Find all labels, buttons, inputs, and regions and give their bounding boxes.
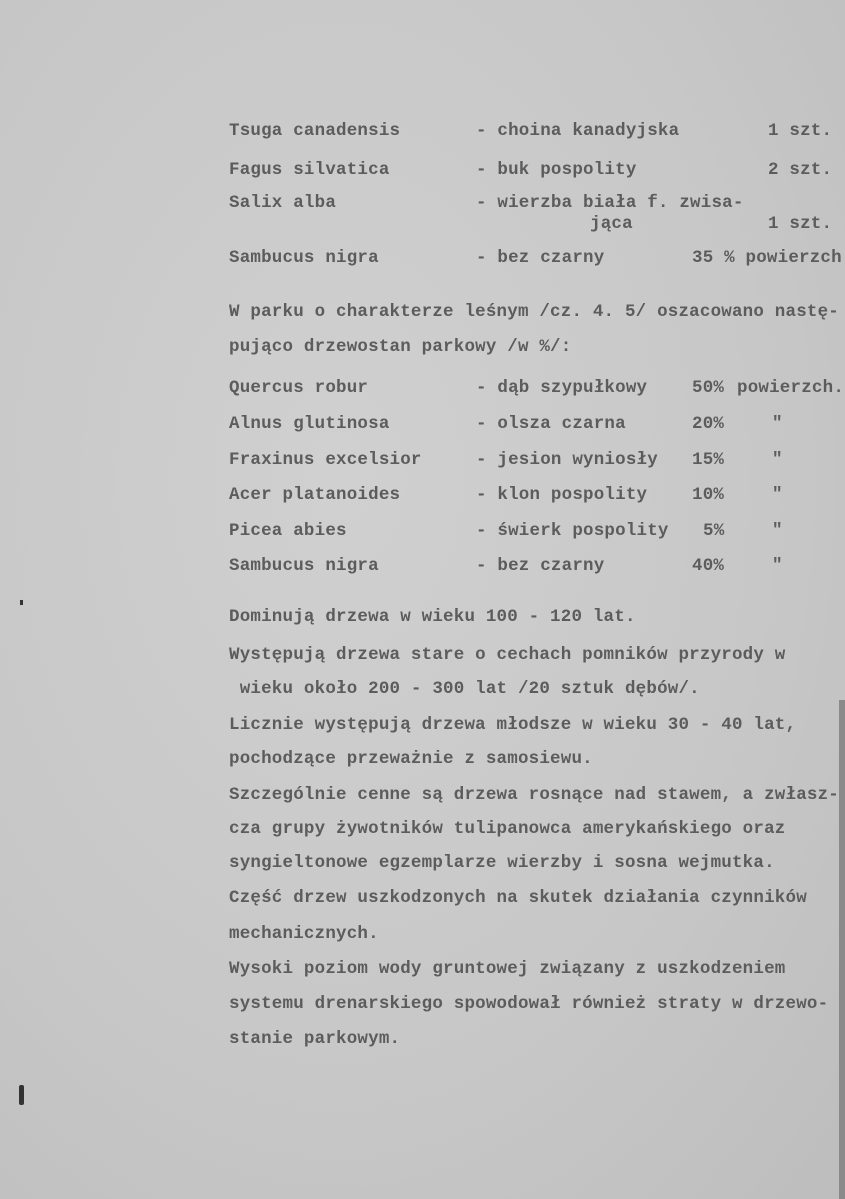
body-line: Część drzew uszkodzonych na skutek działania czynników [229,888,807,908]
list2-polish: - świerk pospolity [476,521,669,541]
list2-percent: 40% [692,556,725,576]
body-line: Szczególnie cenne są drzewa rosnące nad stawem, a zwłasz- [229,785,839,805]
body-line: Występują drzewa stare o cechach pomników przyrody w [229,645,786,665]
list1-latin: Salix alba [229,193,337,213]
list2-latin: Alnus glutinosa [229,414,390,434]
list1-qty: 1 szt. [768,214,833,234]
list1-polish: - bez czarny [476,248,605,268]
list2-polish: - olsza czarna [476,414,626,434]
list2-polish: - dąb szypułkowy [476,378,648,398]
list1-latin: Tsuga canadensis [229,121,401,141]
list1-polish-cont: jąca [590,214,633,234]
list2-latin: Sambucus nigra [229,556,379,576]
list2-latin: Picea abies [229,521,347,541]
speck [20,600,23,605]
punch-mark [19,1085,24,1105]
list1-qty: 35 % powierzch [692,248,842,268]
list2-percent: 5% [703,521,725,541]
list2-polish: - bez czarny [476,556,605,576]
list2-percent: 20% [692,414,725,434]
list1-polish: - choina kanadyjska [476,121,680,141]
body-line: Licznie występują drzewa młodsze w wieku 30 - 40 lat, [229,715,797,735]
list2-unit: powierzch. [737,378,845,398]
list2-unit: " [772,450,783,470]
body-line: syngieltonowe egzemplarze wierzby i sosna wejmutka. [229,853,775,873]
body-line: mechanicznych. [229,924,379,944]
page-edge-shadow [839,700,845,1199]
list1-latin: Fagus silvatica [229,160,390,180]
list2-latin: Acer platanoides [229,485,401,505]
list2-percent: 50% [692,378,725,398]
body-line: wieku około 200 - 300 lat /20 sztuk dębów/. [229,679,700,699]
body-line: cza grupy żywotników tulipanowca amerykańskiego oraz [229,819,786,839]
list2-percent: 10% [692,485,725,505]
list1-latin: Sambucus nigra [229,248,379,268]
list2-latin: Fraxinus excelsior [229,450,422,470]
list2-percent: 15% [692,450,725,470]
body-line: pochodzące przeważnie z samosiewu. [229,749,593,769]
list1-qty: 2 szt. [768,160,833,180]
list1-qty: 1 szt. [768,121,833,141]
body-line: stanie parkowym. [229,1029,401,1049]
intro-line: W parku o charakterze leśnym /cz. 4. 5/ oszacowano nastę- [229,302,839,322]
list2-latin: Quercus robur [229,378,369,398]
list2-unit: " [772,556,783,576]
list2-polish: - klon pospolity [476,485,648,505]
list1-polish: - wierzba biała f. zwisa- [476,193,744,213]
body-line: Wysoki poziom wody gruntowej związany z uszkodzeniem [229,959,786,979]
list2-unit: " [772,414,783,434]
body-line: Dominują drzewa w wieku 100 - 120 lat. [229,607,636,627]
intro-line: pująco drzewostan parkowy /w %/: [229,337,572,357]
list2-polish: - jesion wyniosły [476,450,658,470]
list2-unit: " [772,485,783,505]
list2-unit: " [772,521,783,541]
list1-polish: - buk pospolity [476,160,637,180]
body-line: systemu drenarskiego spowodował również straty w drzewo- [229,994,829,1014]
